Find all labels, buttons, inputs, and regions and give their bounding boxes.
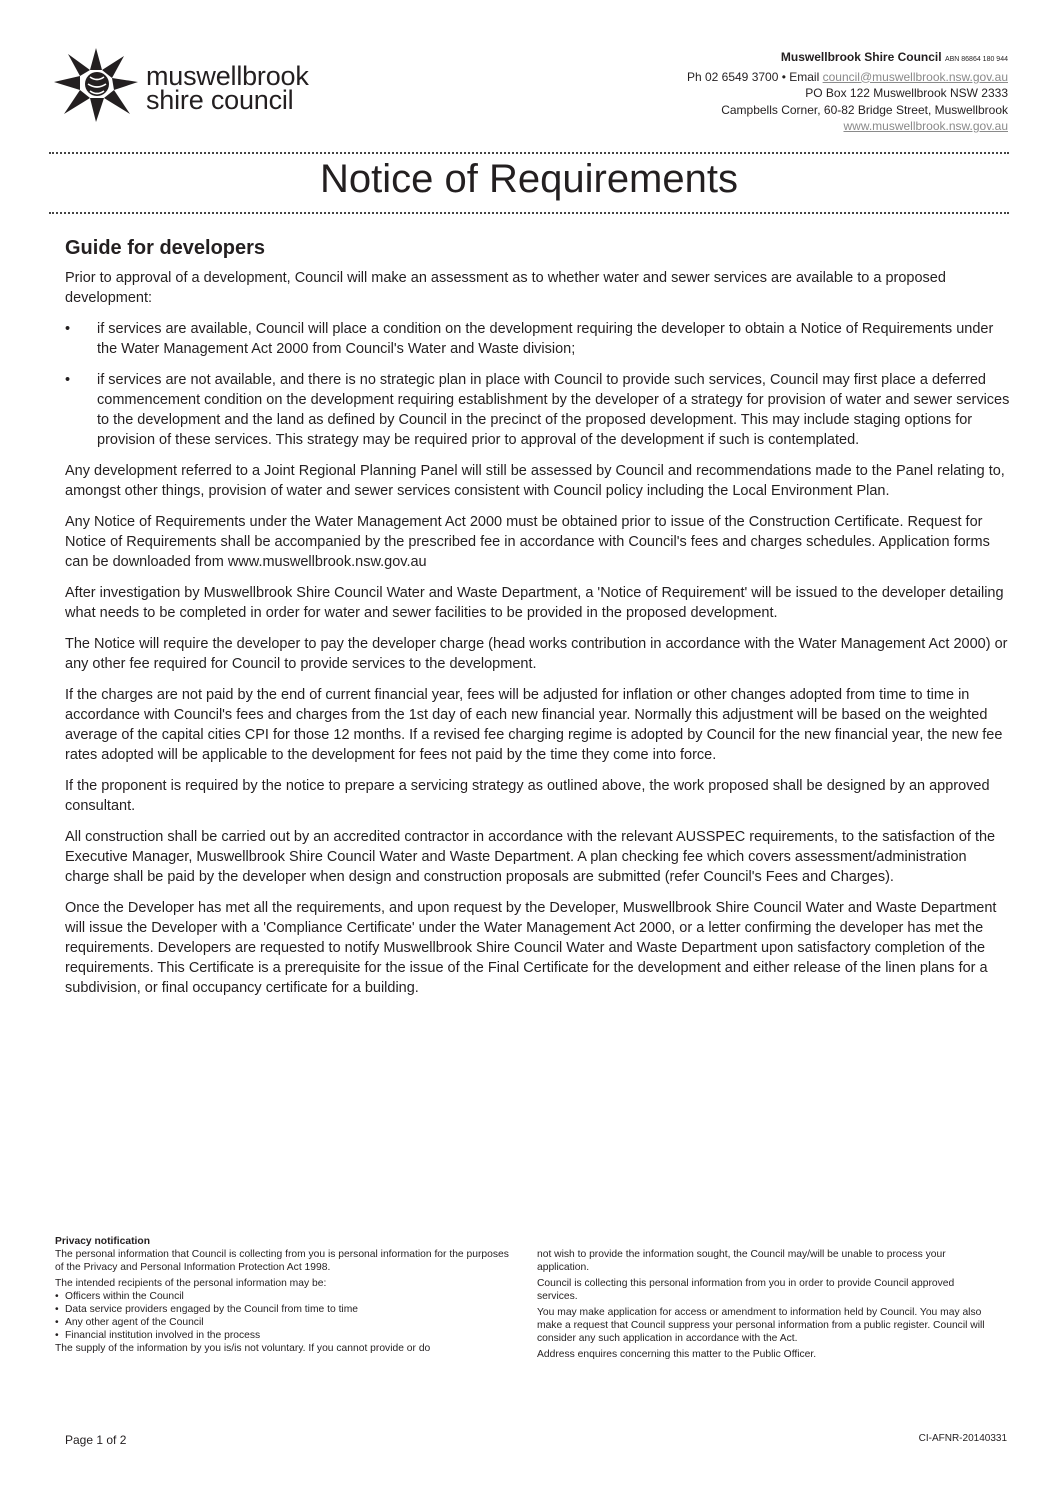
- recipient: Financial institution involved in the process: [65, 1330, 261, 1341]
- council-logo: [52, 44, 352, 124]
- abn: ABN 86864 180 944: [944, 56, 1008, 63]
- bullet-marker: •: [65, 321, 71, 337]
- bullet-text: if services are not available, and there is no strategic plan in place with Council to provide such services, Council may first place a deferred commencement condition on the development requiring establishment by the developer of a strategy for provision of water and sewer services to the development and the land as defined by Council in the precinct of the proposed development. This may include staging options for provision of these services. This strategy may be required prior to approval of the development if such is contemplated.: [97, 372, 1010, 448]
- privacy-paragraph: Council is collecting this personal information from you in order to provide Council approved services.: [537, 1278, 955, 1302]
- recipient: Data service providers engaged by the Council from time to time: [65, 1304, 359, 1315]
- list-item: [65, 370, 1010, 450]
- service-bullets: [65, 319, 1010, 450]
- recipient: Officers within the Council: [65, 1291, 184, 1302]
- privacy-column-right: [537, 1248, 992, 1364]
- paragraph: All construction shall be carried out by an accredited contractor in accordance with the relevant AUSSPEC requirements, to the satisfaction of the Executive Manager, Muswellbrook Shire Council Water and Waste Department. A plan checking fee which covers assessment/administration charge shall be paid by the developer when design and construction proposals are submitted (refer Council's Fees and Charges).: [65, 829, 996, 885]
- document-code: CI-AFNR-20140331: [918, 1433, 1007, 1444]
- paragraph: If the charges are not paid by the end of current financial year, fees will be adjusted for inflation or other changes adopted from time to time in accordance with Council's fees and charges from the 1st day of each new financial year. Normally this adjustment will be based on the weighted average of the capital cities CPI for those 12 months. If a revised fee charging regime is adopted by Council for the new financial year, the new fee rates adopted will be applicable to the development for fees not paid by the time they come into force.: [65, 687, 1003, 763]
- list-item: [65, 319, 1010, 359]
- privacy-paragraph: You may make application for access or amendment to information held by Council. You may also make a request that Council suppress your personal information from a public register. Council will consider any such application in accordance with the Act.: [537, 1307, 985, 1344]
- list-item: [55, 1316, 510, 1329]
- recipient: Any other agent of the Council: [65, 1317, 204, 1328]
- bullet-text: if services are available, Council will place a condition on the development requiring the developer to obtain a Notice of Requirements under the Water Management Act 2000 from Council's Water and Waste division;: [97, 321, 994, 357]
- phone-email-prefix: Ph 02 6549 3700 • Email: [686, 69, 823, 84]
- logo-line1: muswellbrook: [146, 61, 309, 91]
- bullet-marker: •: [55, 1304, 59, 1315]
- paragraph: Any development referred to a Joint Regional Planning Panel will still be assessed by Council and recommendations made to the Panel relating to, amongst other things, provision of water and sewer services consistent with Council policy including the Local Environment Plan.: [65, 463, 1005, 499]
- privacy-paragraph-part1: The supply of the information by you is/is not voluntary. If you cannot provide or do: [55, 1343, 431, 1354]
- privacy-paragraph: The intended recipients of the personal information may be:: [55, 1278, 327, 1289]
- bullet-marker: •: [65, 372, 71, 388]
- list-item: [55, 1329, 510, 1342]
- logo-line2: shire council: [146, 85, 294, 115]
- divider-bottom: [49, 212, 1009, 214]
- email-link[interactable]: council@muswellbrook.nsw.gov.au: [822, 69, 1008, 84]
- privacy-paragraph: The personal information that Council is collecting from you is personal information for the purposes of the Privacy and Personal Information Protection Act 1998.: [55, 1249, 509, 1273]
- privacy-paragraph-part2: not wish to provide the information sought, the Council may/will be unable to process your application.: [537, 1249, 946, 1273]
- po-box: PO Box 122 Muswellbrook NSW 2333: [805, 86, 1008, 100]
- star-logo-icon: [52, 44, 142, 124]
- paragraph: Once the Developer has met all the requirements, and upon request by the Developer, Muswellbrook Shire Council Water and Waste Department will issue the Developer with a 'Compliance Certificate' under the Water Management Act 2000, or a letter confirming the developer has met the requirements. Developers are requested to notify Muswellbrook Shire Council Water and Waste Department upon satisfactory completion of the requirements. This Certificate is a prerequisite for the issue of the Final Certificate for the development and either release of the linen plans for a subdivision, or final occupancy certificate for a building.: [65, 900, 997, 996]
- privacy-heading: Privacy notification: [55, 1236, 150, 1247]
- list-item: [55, 1303, 510, 1316]
- street-address: Campbells Corner, 60-82 Bridge Street, Muswellbrook: [721, 102, 1008, 117]
- bullet-marker: •: [55, 1291, 59, 1302]
- recipients-list: [55, 1290, 510, 1342]
- paragraph: Any Notice of Requirements under the Water Management Act 2000 must be obtained prior to issue of the Construction Certificate. Request for Notice of Requirements shall be accompanied by the prescribed fee in accordance with Council's fees and charges schedules. Application forms can be downloaded from www.muswellbrook.nsw.gov.au: [65, 514, 990, 570]
- section-heading: Guide for developers: [65, 237, 266, 259]
- org-name: Muswellbrook Shire Council: [780, 50, 942, 64]
- website-link[interactable]: www.muswellbrook.nsw.gov.au: [843, 119, 1008, 133]
- privacy-column-left: [55, 1235, 510, 1355]
- paragraph: The Notice will require the developer to pay the developer charge (head works contribution in accordance with the Water Management Act 2000) or any other fee required for Council to provide services to the development.: [65, 636, 1008, 672]
- page-title: Notice of Requirements: [320, 157, 738, 201]
- list-item: [55, 1290, 510, 1303]
- privacy-paragraph: Address enquires concerning this matter to the Public Officer.: [537, 1349, 817, 1360]
- contact-block: [687, 49, 1008, 135]
- main-content: [65, 235, 1010, 1009]
- paragraph: After investigation by Muswellbrook Shire Council Water and Waste Department, a 'Notice of Requirement' will be issued to the developer detailing what needs to be completed in order for water and sewer facilities to be provided in the proposed development.: [65, 585, 1004, 621]
- paragraph: If the proponent is required by the notice to prepare a servicing strategy as outlined above, the work proposed shall be designed by an approved consultant.: [65, 778, 990, 814]
- intro-paragraph: Prior to approval of a development, Council will make an assessment as to whether water and sewer services are available to a proposed development:: [65, 270, 946, 306]
- bullet-marker: •: [55, 1330, 59, 1341]
- page-number: Page 1 of 2: [65, 1433, 127, 1447]
- logo-wordmark: [146, 61, 309, 115]
- bullet-marker: •: [55, 1317, 59, 1328]
